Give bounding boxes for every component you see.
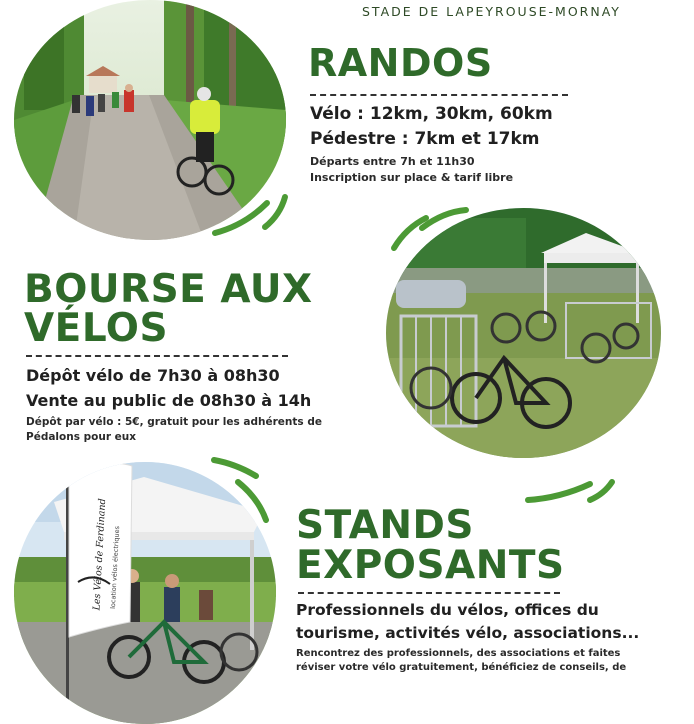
bourse-depot-line: Dépôt vélo de 7h30 à 08h30	[26, 366, 280, 385]
randos-inscription: Inscription sur place & tarif libre	[310, 171, 514, 184]
divider	[298, 592, 560, 594]
bike-swap-photo	[386, 208, 661, 458]
bourse-tarif-line2: Pédalons pour eux	[26, 431, 137, 443]
divider	[26, 355, 288, 357]
stands-info-line1: Rencontrez des professionnels, des associations et faites	[296, 648, 621, 659]
stands-pro-line2: tourisme, activités vélo, associations...	[296, 624, 640, 642]
randos-departs: Départs entre 7h et 11h30	[310, 155, 475, 168]
decorative-strokes	[520, 470, 620, 510]
venue-label: STADE DE LAPEYROUSE-MORNAY	[362, 4, 621, 19]
decorative-strokes	[205, 175, 295, 245]
stands-heading-line2: EXPOSANTS	[296, 543, 565, 588]
bourse-heading-line1: BOURSE AUX	[24, 267, 313, 312]
randos-velo-line: Vélo : 12km, 30km, 60km	[310, 104, 553, 124]
bourse-vente-line: Vente au public de 08h30 à 14h	[26, 391, 312, 410]
divider	[310, 94, 568, 96]
bourse-tarif-line1: Dépôt par vélo : 5€, gratuit pour les adhérents de	[26, 416, 322, 428]
randos-pedestre-line: Pédestre : 7km et 17km	[310, 129, 540, 149]
stands-info-line2: réviser votre vélo gratuitement, bénéficiez de conseils, de	[296, 662, 627, 673]
bourse-heading-line2: VÉLOS	[24, 306, 169, 351]
stands-pro-line1: Professionnels du vélos, offices du	[296, 601, 599, 619]
stands-heading-line1: STANDS	[296, 503, 474, 548]
randos-heading: RANDOS	[308, 41, 493, 85]
banner-tagline: location vélos électriques	[108, 525, 122, 610]
stand-photo	[14, 462, 276, 724]
banner-brand: Les Vélos de Ferdinand	[91, 498, 109, 611]
